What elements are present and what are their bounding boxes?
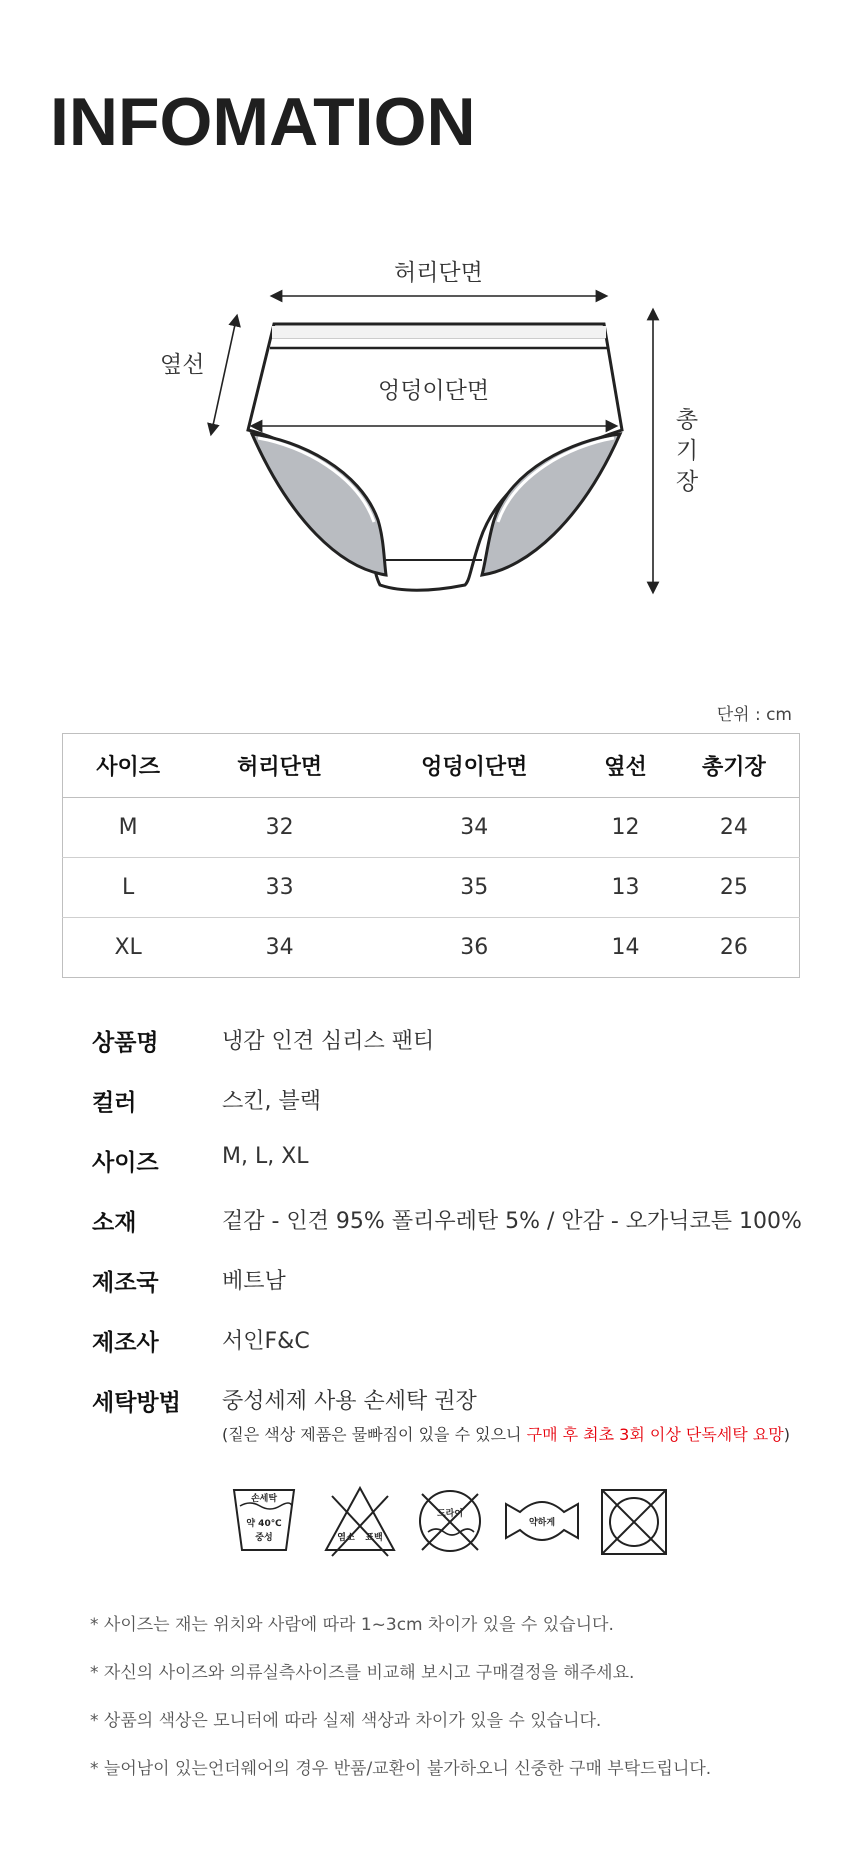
info-value: 겉감 - 인견 95% 폴리우레탄 5% / 안감 - 오가닉코튼 100%	[222, 1209, 802, 1234]
info-row-washing	[92, 1380, 812, 1444]
info-label: 제조사	[92, 1330, 159, 1356]
info-row-product-name	[92, 1020, 812, 1080]
info-row-color	[92, 1080, 812, 1140]
total-length-label: 총 기 장	[675, 407, 699, 495]
column-header: 사이즈	[63, 734, 194, 798]
info-label: 제조국	[92, 1270, 159, 1296]
svg-text:중성: 중성	[255, 1533, 273, 1543]
info-value: 냉감 인견 심리스 팬티	[222, 1029, 435, 1054]
hip-label: 엉덩이단면	[378, 378, 490, 404]
column-header: 총기장	[669, 734, 800, 798]
info-value: 중성세제 사용 손세탁 권장	[222, 1389, 477, 1414]
info-label: 세탁방법	[92, 1390, 181, 1416]
info-row-country	[92, 1260, 812, 1320]
handwash-icon	[226, 1482, 302, 1560]
table-cell: 36	[460, 935, 489, 960]
table-cell: L	[63, 858, 194, 918]
side-label: 옆선	[160, 352, 205, 378]
table-cell: 26	[719, 935, 748, 960]
info-value: 서인F&C	[222, 1329, 310, 1354]
table-cell: 34	[366, 798, 582, 858]
info-row-manufacturer	[92, 1320, 812, 1380]
info-value: 베트남	[222, 1269, 286, 1294]
svg-text:염소: 염소	[337, 1533, 355, 1543]
no-dryclean-icon	[412, 1482, 488, 1560]
unit-label: 단위 : cm	[716, 705, 792, 725]
list-item: * 상품의 색상은 모니터에 따라 실제 색상과 차이가 있을 수 있습니다.	[90, 1711, 602, 1731]
wash-note-warning: 구매 후 최초 3회 이상 단독세탁 요망	[526, 1425, 784, 1444]
table-cell: 25	[669, 858, 800, 918]
wring-gently-icon	[502, 1482, 578, 1560]
table-cell: M	[63, 798, 194, 858]
table-header-row	[63, 734, 800, 798]
no-bleach-icon	[322, 1482, 398, 1560]
table-cell: 32	[193, 798, 366, 858]
info-label: 사이즈	[92, 1150, 159, 1176]
table-row	[63, 798, 800, 858]
info-value: 스킨, 블랙	[222, 1089, 321, 1114]
page-title: INFOMATION	[50, 84, 476, 160]
table-row	[63, 918, 800, 978]
info-value: M, L, XL	[222, 1144, 309, 1169]
svg-text:드라이: 드라이	[436, 1509, 464, 1519]
table-cell: 24	[669, 798, 800, 858]
column-header: 옆선	[582, 734, 668, 798]
info-row-material	[92, 1200, 812, 1260]
table-cell: 35	[366, 858, 582, 918]
no-tumble-dry-icon	[596, 1482, 672, 1560]
info-label: 상품명	[92, 1030, 159, 1056]
info-label: 컬러	[92, 1090, 137, 1116]
list-item: * 늘어남이 있는언더웨어의 경우 반품/교환이 불가하오니 신중한 구매 부탁드립니다.	[90, 1759, 712, 1779]
column-header: 엉덩이단면	[366, 734, 582, 798]
svg-text:약 40℃: 약 40℃	[246, 1519, 282, 1529]
product-info	[92, 1020, 812, 1444]
list-item: * 사이즈는 재는 위치와 사람에 따라 1~3cm 차이가 있을 수 있습니다.	[90, 1615, 614, 1635]
care-icons	[226, 1482, 646, 1572]
svg-text:약하게: 약하게	[528, 1518, 556, 1528]
waist-label: 허리단면	[394, 260, 483, 286]
info-label: 소재	[92, 1210, 137, 1236]
table-cell: 14	[611, 935, 640, 960]
panty-illustration	[0, 240, 860, 610]
table-row	[63, 858, 800, 918]
size-diagram	[0, 240, 860, 610]
list-item: * 자신의 사이즈와 의류실측사이즈를 비교해 보시고 구매결정을 해주세요.	[90, 1663, 635, 1683]
wash-note: (짙은 색상 제품은 물빠짐이 있을 수 있으니 구매 후 최초 3회 이상 단독세탁 요망)	[222, 1425, 790, 1444]
table-cell: XL	[114, 935, 142, 960]
column-header: 허리단면	[193, 734, 366, 798]
svg-text:손세탁: 손세탁	[250, 1494, 278, 1504]
size-table	[62, 733, 800, 978]
table-cell: 33	[193, 858, 366, 918]
notice-list	[90, 1610, 711, 1802]
table-cell: 34	[265, 935, 294, 960]
svg-text:표백: 표백	[365, 1533, 383, 1543]
info-row-size	[92, 1140, 812, 1200]
table-cell: 13	[582, 858, 668, 918]
table-cell: 12	[582, 798, 668, 858]
